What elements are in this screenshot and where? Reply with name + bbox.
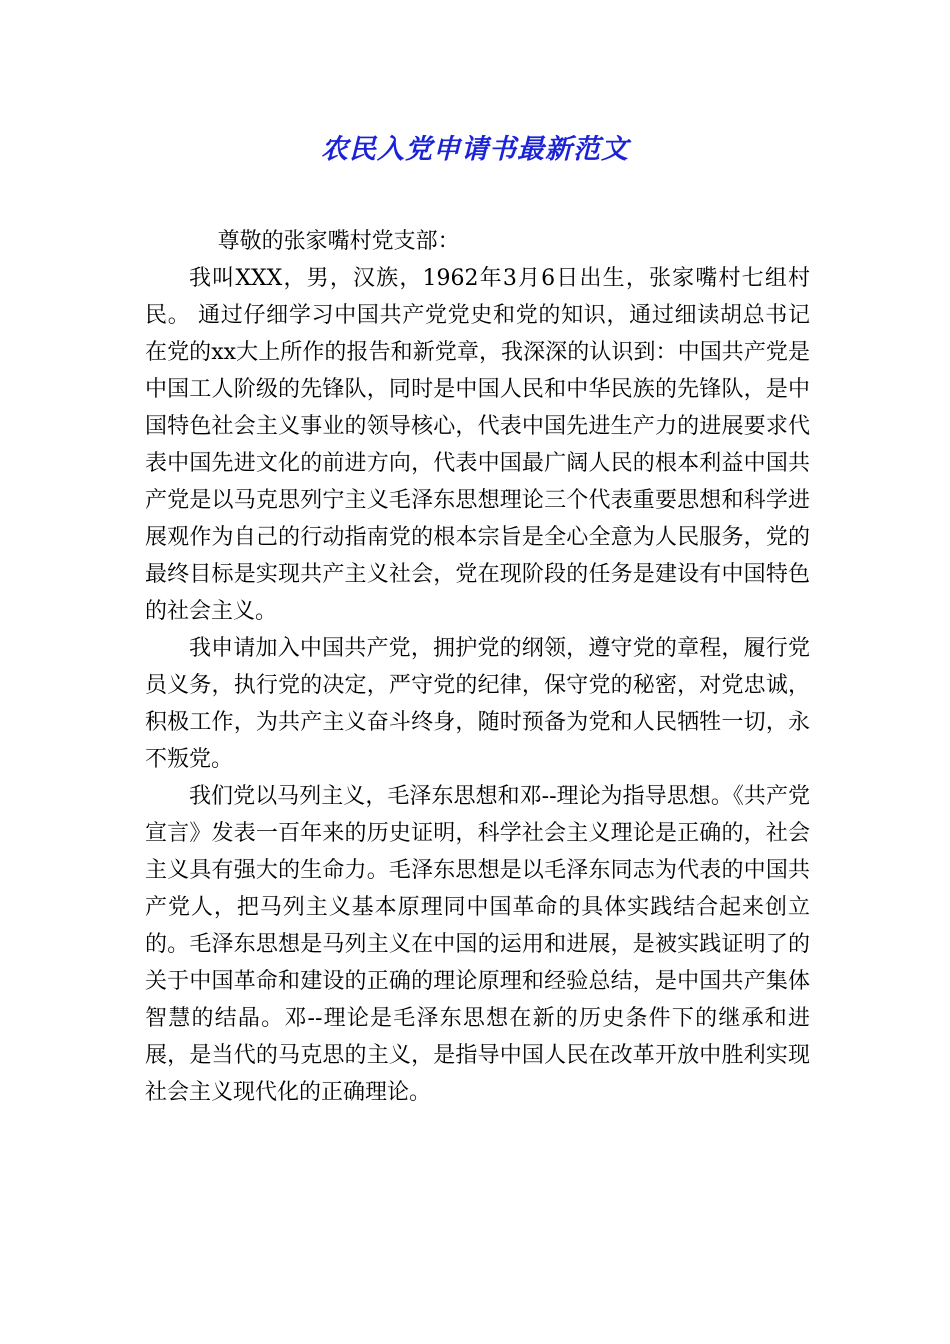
paragraph-personal-info: 我叫XXX，男，汉族，1962年3月6日出生，张家嘴村七组村民。 通过仔细学习中国共产党党史和党的知识，通过细读胡总书记在党的xx大上所作的报告和新党章，我深深的认识到：中国共产党是中国工人阶级的先锋队，同时是中国人民和中华民族的先锋队，是中国特色社会主义事业的领导核心，代表中国先进生产力的进展要求代表中国先进文化的前进方向，代表中国最广阔人民的根本利益中国共产党是以马克思列宁主义毛泽东思想理论三个代表重要思想和科学进展观作为自己的行动指南党的根本宗旨是全心全意为人民服务，党的最终目标是实现共产主义社会，党在现阶段的任务是建设有中国特色的社会主义。 (145, 266, 810, 624)
document-title: 农民入党申请书最新范文 (321, 134, 629, 165)
paragraph-guiding-thought: 我们党以马列主义，毛泽东思想和邓--理论为指导思想。《共产党宣言》发表一百年来的历史证明，科学社会主义理论是正确的，社会主义具有强大的生命力。毛泽东思想是以毛泽东同志为代表的中国共产党人，把马列主义基本原理同中国革命的具体实践结合起来创立的。毛泽东思想是马列主义在中国的运用和进展，是被实践证明了的关于中国革命和建设的正确的理论原理和经验总结，是中国共产集体智慧的结晶。邓--理论是毛泽东思想在新的历史条件下的继承和进展，是当代的马克思的主义，是指导中国人民在改革开放中胜利实现社会主义现代化的正确理论。 (145, 784, 810, 1105)
paragraph-application: 我申请加入中国共产党，拥护党的纲领，遵守党的章程，履行党员义务，执行党的决定，严守党的纪律，保守党的秘密，对党忠诚，积极工作，为共产主义奋斗终身，随时预备为党和人民牺牲一切，永不叛党。 (145, 636, 810, 772)
salutation: 尊敬的张家嘴村党支部： (217, 229, 460, 254)
document-body (145, 223, 810, 1111)
